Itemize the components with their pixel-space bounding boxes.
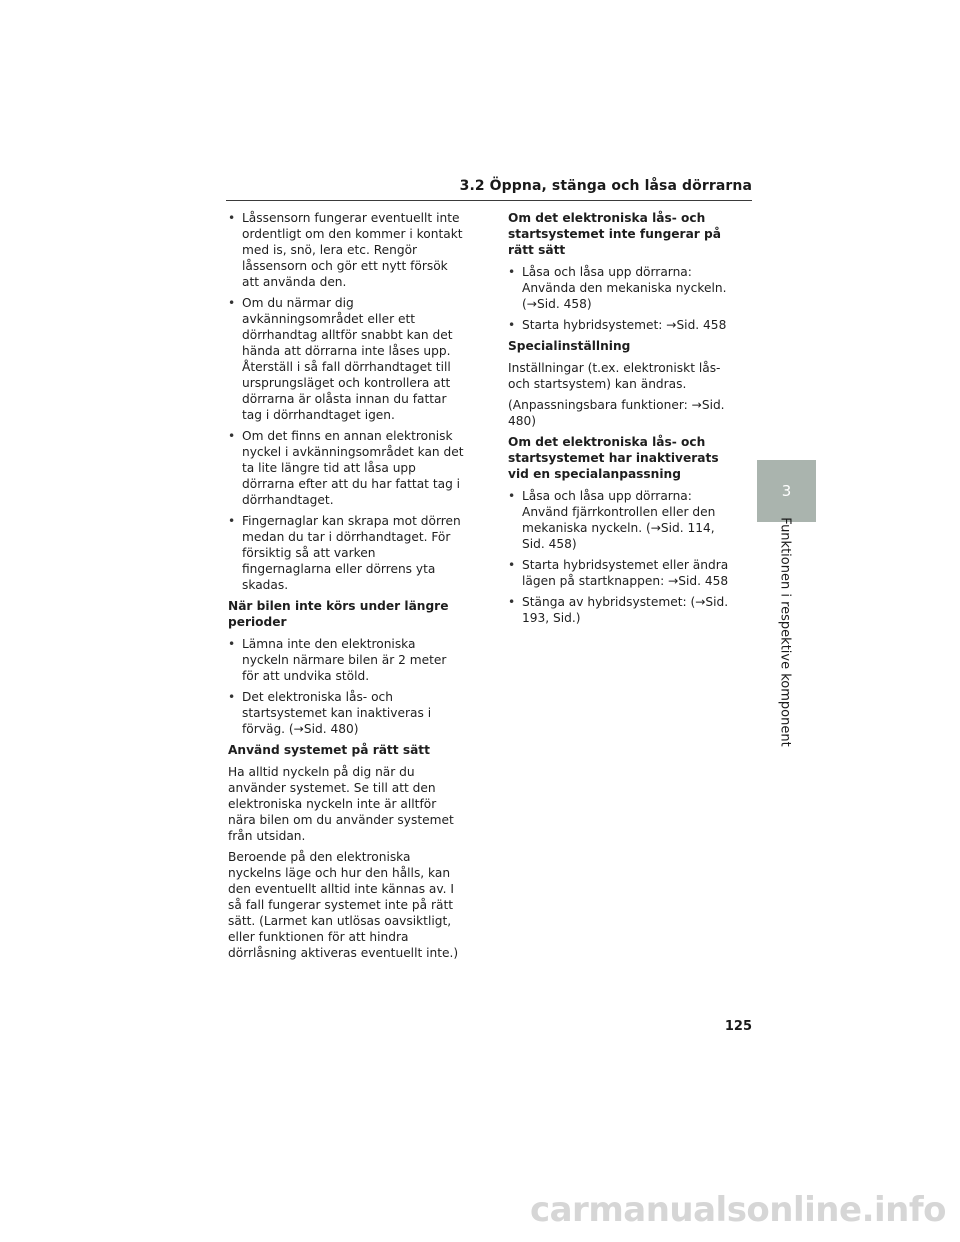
bullet-list-not-working	[508, 264, 740, 333]
chapter-tab	[757, 460, 816, 522]
bullet-list-lock-sensor	[228, 210, 466, 593]
right-column	[508, 210, 740, 631]
list-item: • Stänga av hybridsystemet: (→Sid. 193, Sid.)	[508, 594, 740, 626]
list-item: • Starta hybridsystemet eller ändra lägen på startknappen: →Sid. 458	[508, 557, 740, 589]
list-item: • Om du närmar dig avkänningsområdet eller ett dörrhandtag alltför snabbt kan det hända att dörrarna inte låses upp. Återställ i så fall dörrhandtaget till ursprungsläget och kontrollera att dörrarna är olåsta innan du fattar tag i dörrhandtaget igen.	[228, 295, 466, 423]
left-column	[228, 210, 466, 966]
watermark: carmanualsonline.info	[529, 1190, 946, 1230]
subheading-special-setting: Specialinställning	[508, 339, 631, 353]
list-item: • Låsa och låsa upp dörrarna: Använda den mekaniska nyckeln. (→Sid. 458)	[508, 264, 740, 312]
paragraph: Ha alltid nyckeln på dig när du använder systemet. Se till att den elektroniska nyckeln inte är alltför nära bilen om du använder systemet från utsidan.	[228, 765, 454, 843]
section-header: 3.2 Öppna, stänga och låsa dörrarna	[459, 178, 752, 194]
bullet-list-deactivated	[508, 488, 740, 626]
list-item: • Lämna inte den elektroniska nyckeln närmare bilen är 2 meter för att undvika stöld.	[228, 636, 466, 684]
list-item: • Om det finns en annan elektronisk nyckel i avkänningsområdet kan det ta lite längre tid att låsa upp dörrarna efter att du har fattat tag i dörrhandtaget.	[228, 428, 466, 508]
list-item: • Det elektroniska lås- och startsystemet kan inaktiveras i förväg. (→Sid. 480)	[228, 689, 466, 737]
paragraph: Inställningar (t.ex. elektroniskt lås- och startsystem) kan ändras.	[508, 361, 721, 391]
list-item: • Fingernaglar kan skrapa mot dörren medan du tar i dörrhandtaget. För försiktig så att varken fingernaglarna eller dörrens yta skadas.	[228, 513, 466, 593]
bullet-list-long-periods	[228, 636, 466, 737]
list-item: • Låsa och låsa upp dörrarna: Använd fjärrkontrollen eller den mekaniska nyckeln. (→Sid. 114, Sid. 458)	[508, 488, 740, 552]
header-divider	[226, 200, 752, 201]
chapter-number: 3	[781, 482, 792, 500]
page-number: 125	[724, 1019, 752, 1034]
subheading-use-correctly: Använd systemet på rätt sätt	[228, 743, 430, 757]
subheading-long-periods: När bilen inte körs under längre perioder	[228, 599, 449, 629]
paragraph: (Anpassningsbara funktioner: →Sid. 480)	[508, 398, 725, 428]
list-item: • Låssensorn fungerar eventuellt inte ordentligt om den kommer i kontakt med is, snö, lera etc. Rengör låssensorn och gör ett nytt försök att använda den.	[228, 210, 466, 290]
subheading-not-working: Om det elektroniska lås- och startsystemet inte fungerar på rätt sätt	[508, 211, 721, 257]
list-item: • Starta hybridsystemet: →Sid. 458	[508, 317, 740, 333]
paragraph: Beroende på den elektroniska nyckelns läge och hur den hålls, kan den eventuellt alltid inte kännas av. I så fall fungerar systemet inte på rätt sätt. (Larmet kan utlösas oavsiktligt, eller funktionen för att hindra dörrlåsning aktiveras eventuellt inte.)	[228, 850, 459, 960]
chapter-title-vertical: Funktionen i respektive komponent	[777, 517, 793, 747]
subheading-deactivated: Om det elektroniska lås- och startsystemet har inaktiverats vid en specialanpassning	[508, 435, 719, 481]
